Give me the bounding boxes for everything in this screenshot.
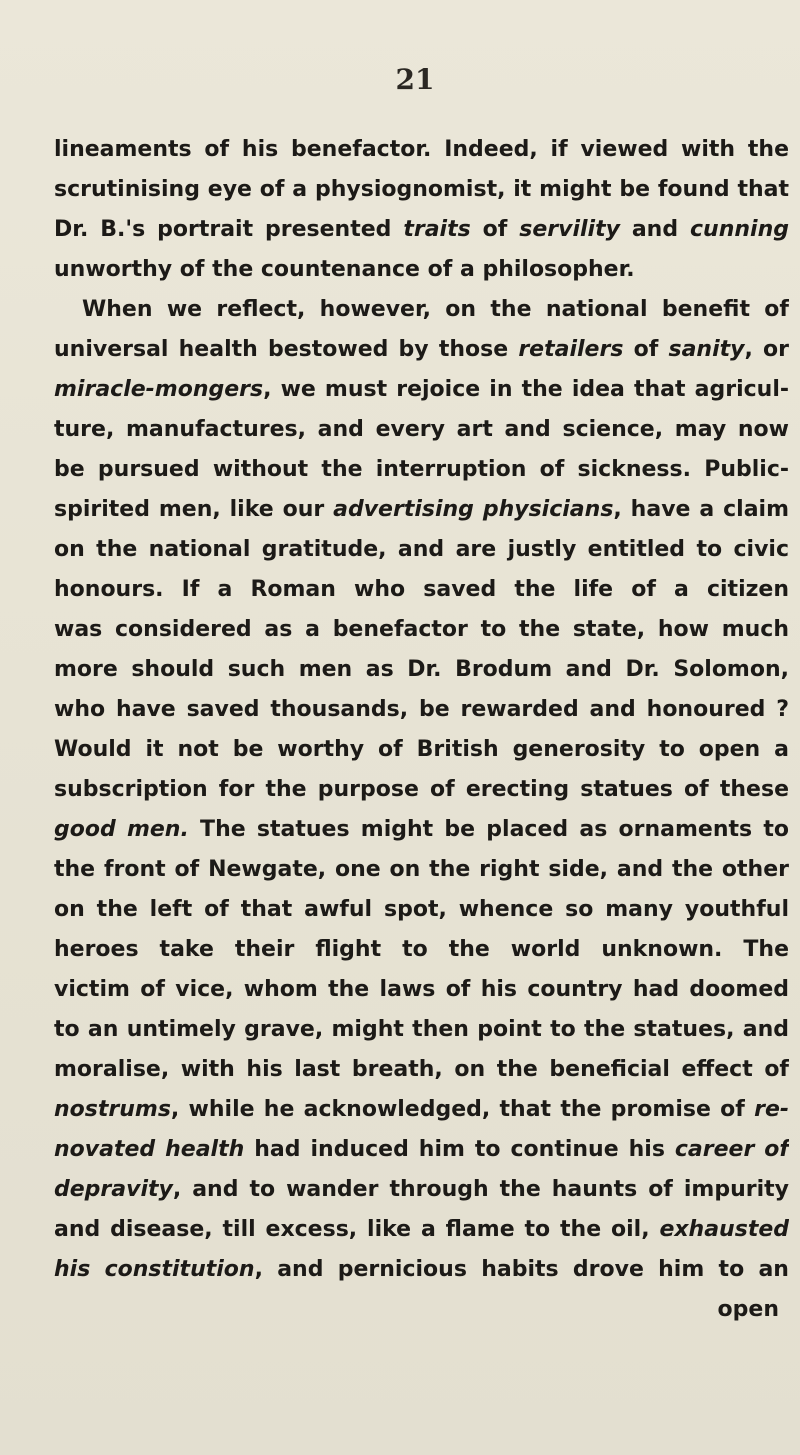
italic-text: cunning (690, 217, 789, 242)
italic-text: re- (754, 1097, 789, 1122)
italic-text: miracle-mongers (54, 377, 264, 402)
text-segment: lineaments of his benefactor. Indeed, if viewed with the (54, 137, 789, 162)
italic-text: traits (403, 217, 471, 242)
text-segment: and disease, till excess, like a flame to the oil, (54, 1217, 660, 1242)
text-segment: on the national gratitude, and are justly entitled to civic (54, 537, 789, 562)
text-line (54, 1210, 789, 1250)
text-line (54, 1130, 789, 1170)
text-segment: honours. If a Roman who saved the life of a citizen (54, 577, 789, 602)
text-segment: was considered as a benefactor to the state, how much (54, 617, 789, 642)
italic-text: nostrums (54, 1097, 171, 1122)
text-segment: , have a claim (613, 497, 789, 522)
text-line (54, 450, 789, 490)
text-line (54, 170, 789, 210)
text-segment: spirited men, like our (54, 497, 334, 522)
text-line (54, 530, 789, 570)
text-segment: , or (744, 337, 789, 362)
text-line (54, 970, 789, 1010)
italic-text: career of (674, 1137, 789, 1162)
text-line (54, 890, 789, 930)
text-segment: heroes take their flight to the world unknown. The (54, 937, 789, 962)
text-line (54, 690, 789, 730)
text-line (54, 810, 789, 850)
text-segment: subscription for the purpose of erecting statues of these (54, 777, 789, 802)
text-line (54, 850, 789, 890)
text-segment: , and to wander through the haunts of impurity (172, 1177, 789, 1202)
text-line (54, 250, 789, 290)
text-segment: of (623, 337, 669, 362)
italic-text: advertising physicians (333, 497, 614, 522)
text-segment: ture, manufactures, and every art and science, may now (54, 417, 789, 442)
italic-text: exhausted (659, 1217, 789, 1242)
text-segment: more should such men as Dr. Brodum and Dr. Solomon, (54, 657, 789, 682)
italic-text: good men. (54, 817, 189, 842)
text-segment: on the left of that awful spot, whence so many youthful (54, 897, 789, 922)
text-segment: universal health bestowed by those (54, 337, 519, 362)
text-line (54, 330, 789, 370)
text-line (54, 370, 789, 410)
text-segment: victim of vice, whom the laws of his country had doomed (54, 977, 789, 1002)
text-line (54, 650, 789, 690)
italic-text: depravity (54, 1177, 173, 1202)
italic-text: retailers (518, 337, 624, 362)
italic-text: sanity (668, 337, 745, 362)
text-segment: scrutinising eye of a physiognomist, it might be found that (54, 177, 789, 202)
body-text (54, 130, 789, 1330)
italic-text: his constitution (54, 1257, 255, 1282)
page-number: 21 (395, 63, 435, 96)
text-line (54, 930, 789, 970)
text-line (54, 410, 789, 450)
text-line (54, 490, 789, 530)
text-segment: The statues might be placed as ornaments to (188, 817, 789, 842)
text-segment: When we reflect, however, on the national benefit of (82, 297, 789, 322)
italic-text: servility (519, 217, 620, 242)
text-line (54, 1050, 789, 1090)
text-segment: , while he acknowledged, that the promise of (170, 1097, 755, 1122)
text-segment: moralise, with his last breath, on the beneficial effect of (54, 1057, 789, 1082)
text-segment: Would it not be worthy of British generosity to open a (54, 737, 789, 762)
text-line (54, 770, 789, 810)
text-line (54, 290, 789, 330)
text-segment: had induced him to continue his (244, 1137, 675, 1162)
text-line (54, 1170, 789, 1210)
text-line (54, 130, 789, 170)
text-line (54, 210, 789, 250)
text-segment: the front of Newgate, one on the right side, and the other (54, 857, 789, 882)
text-line (54, 730, 789, 770)
text-segment: who have saved thousands, be rewarded and honoured ? (54, 697, 789, 722)
text-segment: of (470, 217, 520, 242)
text-segment: and (619, 217, 691, 242)
italic-text: novated health (54, 1137, 245, 1162)
text-line (54, 1090, 789, 1130)
text-segment: Dr. B.'s portrait presented (54, 217, 404, 242)
text-line (54, 1250, 789, 1290)
catchword: open (717, 1297, 779, 1322)
text-segment: , we must rejoice in the idea that agricul- (263, 377, 789, 402)
text-line (54, 1010, 789, 1050)
text-segment: be pursued without the interruption of sickness. Public- (54, 457, 789, 482)
text-line (54, 570, 789, 610)
text-segment: , and pernicious habits drove him to an (254, 1257, 789, 1282)
text-segment: unworthy of the countenance of a philosopher. (54, 257, 635, 282)
text-line (54, 610, 789, 650)
text-segment: to an untimely grave, might then point to the statues, and (54, 1017, 789, 1042)
